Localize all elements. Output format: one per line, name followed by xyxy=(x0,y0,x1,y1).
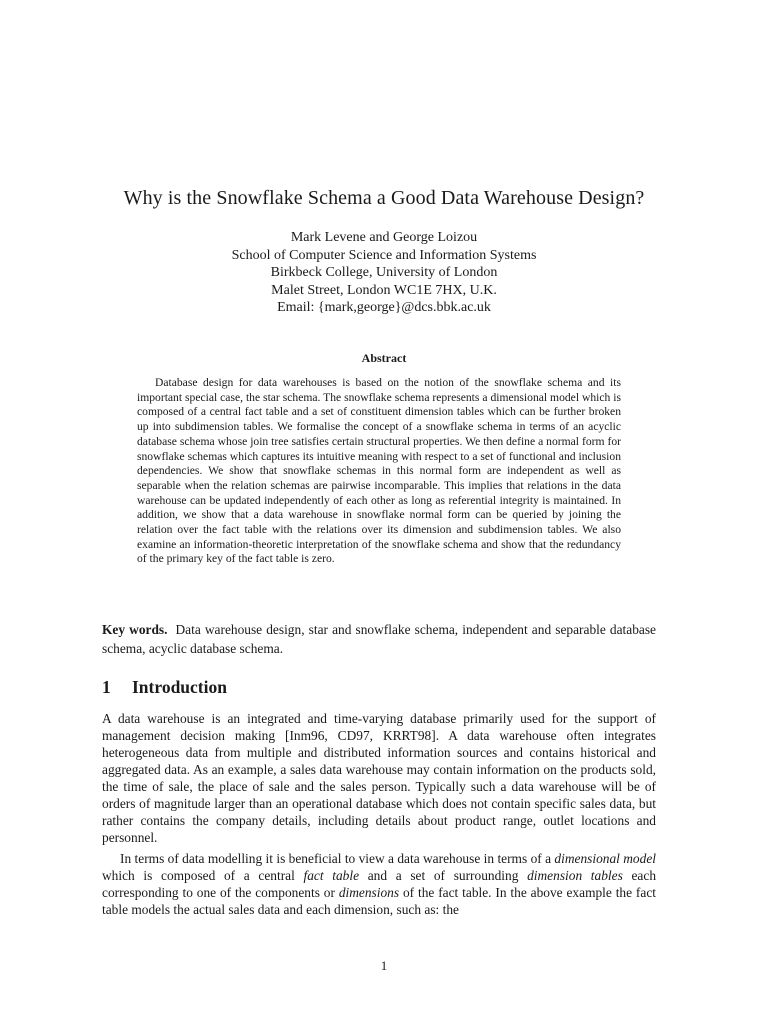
abstract-heading: Abstract xyxy=(361,351,407,365)
author-block xyxy=(0,229,768,317)
author-names: Mark Levene and George Loizou xyxy=(290,230,478,245)
keywords-label: Key words. xyxy=(102,622,168,637)
emphasis-term: fact table xyxy=(303,868,360,883)
author-email: Email: {mark,george}@dcs.bbk.ac.uk xyxy=(277,300,491,316)
paper-title: Why is the Snowflake Schema a Good Data Warehouse Design? xyxy=(123,187,645,209)
emphasis-term: dimensional model xyxy=(554,851,656,866)
page-number: 1 xyxy=(380,958,388,973)
text-run: which is composed of a central xyxy=(102,868,304,883)
keywords-text: Data warehouse design, star and snowflake schema, independent and separable database schema, acyclic database schema. xyxy=(102,622,657,656)
keywords xyxy=(102,620,656,658)
text-run: In terms of data modelling it is beneficial to view a data warehouse in terms of a xyxy=(120,851,555,866)
affiliation-line: Birkbeck College, University of London xyxy=(270,265,498,281)
affiliation-line: Malet Street, London WC1E 7HX, U.K. xyxy=(271,282,497,298)
text-run: of the fact table. In the above example the fact table models the actual sales data and each dimension, such as: the xyxy=(102,885,657,917)
section-number: 1 xyxy=(102,677,111,697)
introduction-body xyxy=(102,710,656,922)
intro-paragraph: A data warehouse is an integrated and time-varying database primarily used for the support of management decision making [Inm96, CD97, KRRT98]. A data warehouse often integrates heterogeneous data from multiple and distributed information sources and contains historical and aggregated data. As an example, a sales data warehouse may contain information on the products sold, the time of sale, the place of sale and the sales person. Typically such a data warehouse will be of orders of magnitude larger than an operational database which does not contain specific sales data, but rather contains the company details, including details about product range, outlet locations and personnel. xyxy=(102,711,656,845)
emphasis-term: dimensions xyxy=(338,885,400,900)
text-run: each corresponding to one of the components or xyxy=(102,868,657,900)
intro-paragraph xyxy=(102,850,656,918)
section-heading-introduction xyxy=(102,676,227,698)
emphasis-term: dimension tables xyxy=(527,868,623,883)
abstract-text: Database design for data warehouses is based on the notion of the snowflake schema and its important special case, the star schema. The snowflake schema represents a dimensional model which is composed of a central fact table and a set of constituent dimension tables which can be further broken up into subdimension tables. We formalise the concept of a snowflake schema in terms of an acyclic database schema whose join tree satisfies certain structural properties. We then define a normal form for snowflake schemas which captures its intuitive meaning with respect to a set of functional and inclusion dependencies. We show that snowflake schemas in this normal form are independent as well as separable when the relation schemas are pairwise incomparable. This implies that relations in the data warehouse can be updated independently of each other as long as referential integrity is maintained. In addition, we show that a data warehouse in snowflake normal form can be queried by joining the relation over the fact table with the relations over its dimension and subdimension tables. We also examine an information-theoretic interpretation of the snowflake schema and show that the redundancy of the primary key of the fact table is zero. xyxy=(137,376,621,566)
section-title: Introduction xyxy=(132,677,227,697)
text-run: and a set of surrounding xyxy=(359,868,528,883)
affiliation-line: School of Computer Science and Information Systems xyxy=(231,247,537,263)
